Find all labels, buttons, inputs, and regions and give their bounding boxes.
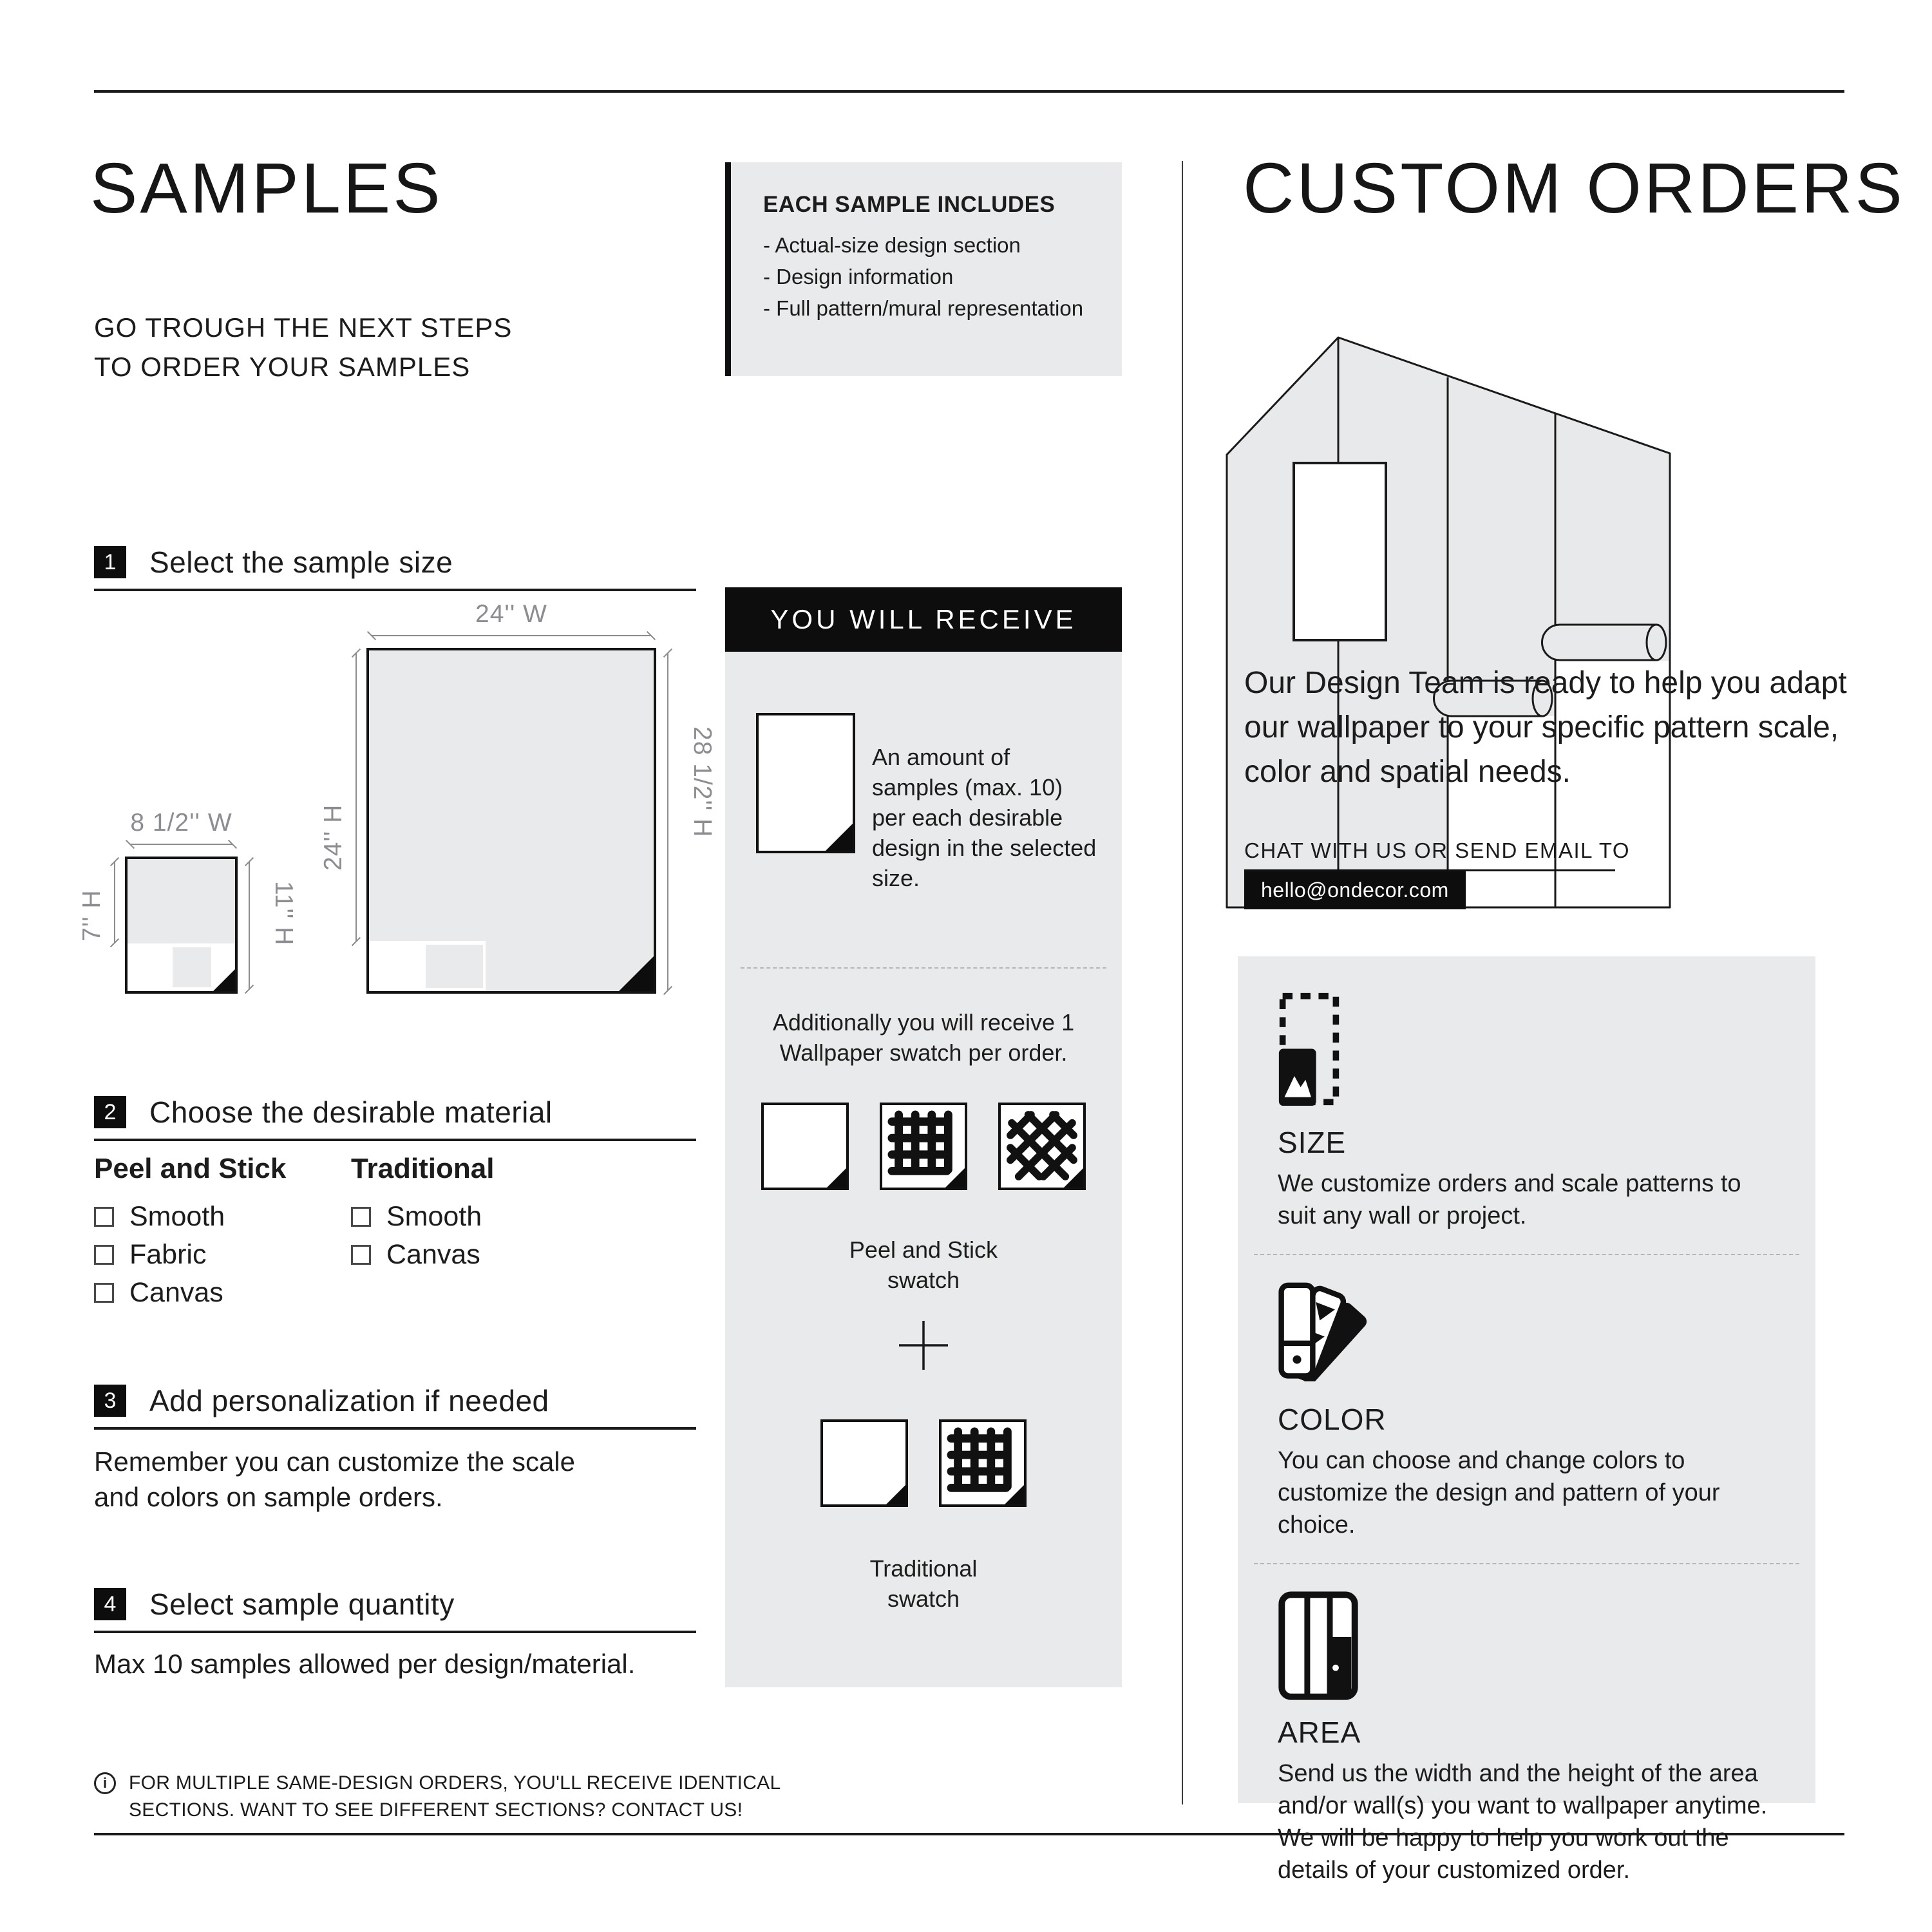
material-column-traditional	[351, 1153, 494, 1276]
traditional-swatch-row	[725, 1419, 1122, 1507]
custom-features-panel	[1238, 956, 1815, 1884]
column-divider	[1182, 161, 1183, 1804]
small-sample-left-label: 7'' H	[78, 889, 106, 942]
step-1-title: Select the sample size	[149, 545, 453, 579]
step-2-header	[94, 1095, 696, 1141]
includes-item: - Full pattern/mural representation	[763, 292, 1099, 324]
large-sample-fold-corner	[619, 956, 654, 991]
step-4-number: 4	[94, 1588, 126, 1620]
step-3-title: Add personalization if needed	[149, 1384, 549, 1417]
grid-swatch-icon	[939, 1419, 1027, 1507]
features-dashed-divider	[1254, 1563, 1799, 1564]
feature-size-name: SIZE	[1278, 1126, 1347, 1159]
checkbox[interactable]	[351, 1207, 371, 1227]
samples-subtitle-line1: GO TROUGH THE NEXT STEPS	[94, 312, 513, 343]
size-crop-icon	[1278, 992, 1341, 1110]
large-sample-width-label: 24'' W	[475, 600, 547, 628]
footnote	[94, 1770, 824, 1824]
small-sample-width-label: 8 1/2'' W	[130, 809, 232, 837]
step-4-body: Max 10 samples allowed per design/material.	[94, 1649, 636, 1679]
additional-swatch-text: Additionally you will receive 1 Wallpaper swatch per order.	[772, 1009, 1075, 1066]
includes-item: - Design information	[763, 261, 1099, 292]
footnote-text: FOR MULTIPLE SAME-DESIGN ORDERS, YOU'LL RECEIVE IDENTICAL SECTIONS. WANT TO SEE DIFFERENT SECTIONS? CONTACT US!	[129, 1772, 781, 1821]
includes-item: - Actual-size design section	[763, 229, 1099, 261]
area-wall-door-icon	[1278, 1591, 1359, 1704]
sample-sheet-icon	[756, 713, 855, 853]
color-swatches-icon	[1278, 1282, 1374, 1385]
you-will-receive-panel	[725, 652, 1122, 1687]
custom-intro-text: Our Design Team is ready to help you adapt our wallpaper to your specific pattern scale, color and spatial needs.	[1244, 666, 1847, 789]
peel-swatch-caption: Peel and Stick swatch	[849, 1236, 998, 1293]
feature-area-text: Send us the width and the height of the area and/or wall(s) you want to wallpaper anytime. We will be happy to help you work out the details of your customized order.	[1278, 1760, 1768, 1884]
features-dashed-divider	[1254, 1254, 1799, 1255]
large-sample-left-line	[355, 653, 357, 942]
top-rule	[94, 90, 1844, 93]
plus-icon	[896, 1318, 951, 1376]
samples-title: SAMPLES	[90, 149, 443, 228]
step-3-number: 3	[94, 1385, 126, 1417]
option-label: Canvas	[129, 1277, 223, 1308]
step-4-title: Select sample quantity	[149, 1587, 455, 1621]
option-label: Smooth	[386, 1201, 482, 1232]
step-2-title: Choose the desirable material	[149, 1095, 553, 1129]
option-label: Smooth	[129, 1201, 225, 1232]
blank-swatch-icon	[761, 1103, 849, 1190]
email-address[interactable]: hello@ondecor.com	[1244, 871, 1466, 909]
step-2-number: 2	[94, 1096, 126, 1128]
feature-color-text: You can choose and change colors to customize the design and pattern of your choice.	[1278, 1447, 1720, 1539]
small-sample-width-line	[130, 844, 232, 845]
swatch-fold-corner	[827, 1168, 846, 1188]
small-sample-right-line	[249, 862, 250, 989]
peel-swatch-row	[725, 1103, 1122, 1190]
you-will-receive-header: YOU WILL RECEIVE	[725, 587, 1122, 652]
feature-size-text: We customize orders and scale patterns to suit any wall or project.	[1278, 1170, 1741, 1229]
option-peel-smooth	[94, 1200, 286, 1233]
option-traditional-canvas	[351, 1238, 494, 1271]
material-column-peel	[94, 1153, 286, 1314]
swatch-fold-corner	[886, 1485, 905, 1504]
swatch-fold-corner	[1005, 1485, 1024, 1504]
large-sample-left-label: 24'' H	[319, 804, 347, 871]
house-wallpaper-illustration	[1224, 328, 1674, 918]
info-icon: i	[94, 1772, 116, 1794]
large-sample-right-line	[667, 653, 668, 990]
chat-label: CHAT WITH US OR SEND EMAIL TO	[1244, 838, 1631, 862]
traditional-title: Traditional	[351, 1153, 495, 1184]
samples-subtitle	[94, 308, 519, 386]
grid-swatch-icon	[880, 1103, 967, 1190]
feature-area-name: AREA	[1278, 1716, 1361, 1749]
step-4-header	[94, 1587, 696, 1633]
each-sample-includes-box	[725, 162, 1122, 376]
sheet-fold-corner	[826, 824, 853, 851]
includes-title: EACH SAMPLE INCLUDES	[763, 192, 1056, 217]
checkbox[interactable]	[94, 1207, 114, 1227]
option-label: Fabric	[129, 1239, 207, 1270]
large-sample-width-line	[372, 635, 651, 636]
swatch-fold-corner	[1064, 1168, 1083, 1188]
small-sample-right-label: 11'' H	[270, 881, 298, 946]
feature-color-name: COLOR	[1278, 1403, 1387, 1436]
blank-swatch-icon	[820, 1419, 908, 1507]
small-sample-left-line	[114, 862, 115, 943]
swatch-fold-corner	[945, 1168, 965, 1188]
panel-dashed-divider	[741, 967, 1106, 969]
checkbox[interactable]	[94, 1245, 114, 1265]
small-sample-fold-corner	[213, 969, 235, 991]
step-1-header	[94, 545, 696, 591]
traditional-swatch-caption: Traditional swatch	[869, 1555, 978, 1612]
samples-subtitle-line2: TO ORDER YOUR SAMPLES	[94, 352, 471, 382]
option-label: Canvas	[386, 1239, 480, 1270]
step-3-body: Remember you can customize the scale and colors on sample orders.	[94, 1446, 575, 1512]
option-traditional-smooth	[351, 1200, 494, 1233]
custom-orders-title: CUSTOM ORDERS	[1243, 149, 1905, 228]
step-3-header	[94, 1383, 696, 1430]
large-sample-diagram	[366, 648, 656, 994]
option-peel-fabric	[94, 1238, 286, 1271]
small-sample-diagram	[125, 857, 238, 994]
samples-amount-text: An amount of samples (max. 10) per each desirable design in the selected size.	[872, 744, 1097, 891]
crosshatch-swatch-icon	[998, 1103, 1086, 1190]
option-peel-canvas	[94, 1276, 286, 1309]
checkbox[interactable]	[351, 1245, 371, 1265]
checkbox[interactable]	[94, 1283, 114, 1303]
step-1-number: 1	[94, 546, 126, 578]
large-sample-right-label: 28 1/2'' H	[688, 726, 716, 838]
peel-and-stick-title: Peel and Stick	[94, 1153, 287, 1184]
